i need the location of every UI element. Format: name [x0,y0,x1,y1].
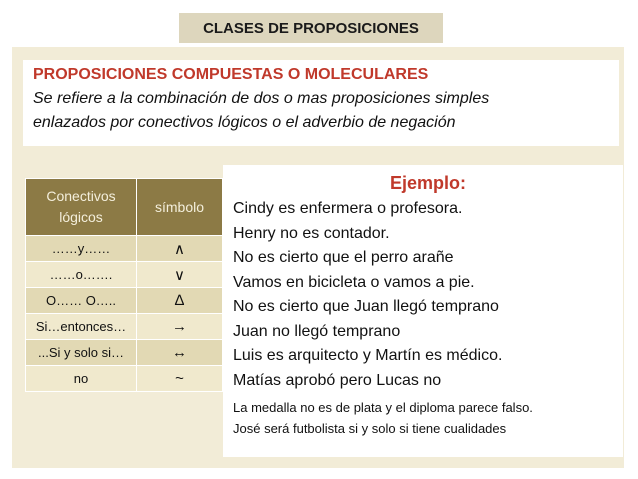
example-line: Matías aprobó pero Lucas no [233,371,442,389]
connective-name: O…… O….. [26,288,137,314]
example-small-line: José será futbolista si y solo si tiene cualidades [233,421,507,436]
definition-text [33,87,611,135]
connective-name: ……o……. [26,262,137,288]
example-box [223,165,623,457]
table-row [26,236,223,262]
example-heading: Ejemplo: [389,173,466,193]
connective-symbol: ↔ [137,340,223,366]
column-header-connectives: Conectivos lógicos [26,179,137,236]
column-header-symbol: símbolo [137,179,223,236]
table-row [26,340,223,366]
connective-name: ...Si y solo si… [26,340,137,366]
connective-symbol: ~ [137,366,223,392]
example-line: Juan no llegó temprano [233,322,401,340]
example-line: Luis es arquitecto y Martín es médico. [233,347,503,364]
table-row [26,314,223,340]
table-row [26,262,223,288]
connectives-table [25,178,223,392]
table-header-row [26,179,223,236]
example-line: Vamos en bicicleta o vamos a pie. [233,273,475,291]
connective-name: ……y…… [26,236,137,262]
example-line: Cindy es enfermera o profesora. [233,200,463,217]
connective-symbol: ∧ [137,236,223,262]
definition-box [23,60,619,146]
definition-line: enlazados por conectivos lógicos o el adverbio de negación [33,114,456,131]
connective-symbol: ∨ [137,262,223,288]
connective-symbol: → [137,314,223,340]
example-small-line: La medalla no es de plata y el diploma parece falso. [233,400,533,415]
definition-heading: PROPOSICIONES COMPUESTAS O MOLECULARES [33,66,429,83]
example-line: Henry no es contador. [233,224,390,242]
table-row [26,366,223,392]
table-row [26,288,223,314]
example-line: No es cierto que Juan llegó temprano [233,298,499,315]
connective-symbol: ∆ [137,288,223,314]
connective-name: no [26,366,137,392]
example-line: No es cierto que el perro arañe [233,249,454,266]
definition-line: Se refiere a la combinación de dos o mas proposiciones simples [33,90,490,107]
connective-name: Si…entonces… [26,314,137,340]
page-title: CLASES DE PROPOSICIONES [179,13,443,43]
